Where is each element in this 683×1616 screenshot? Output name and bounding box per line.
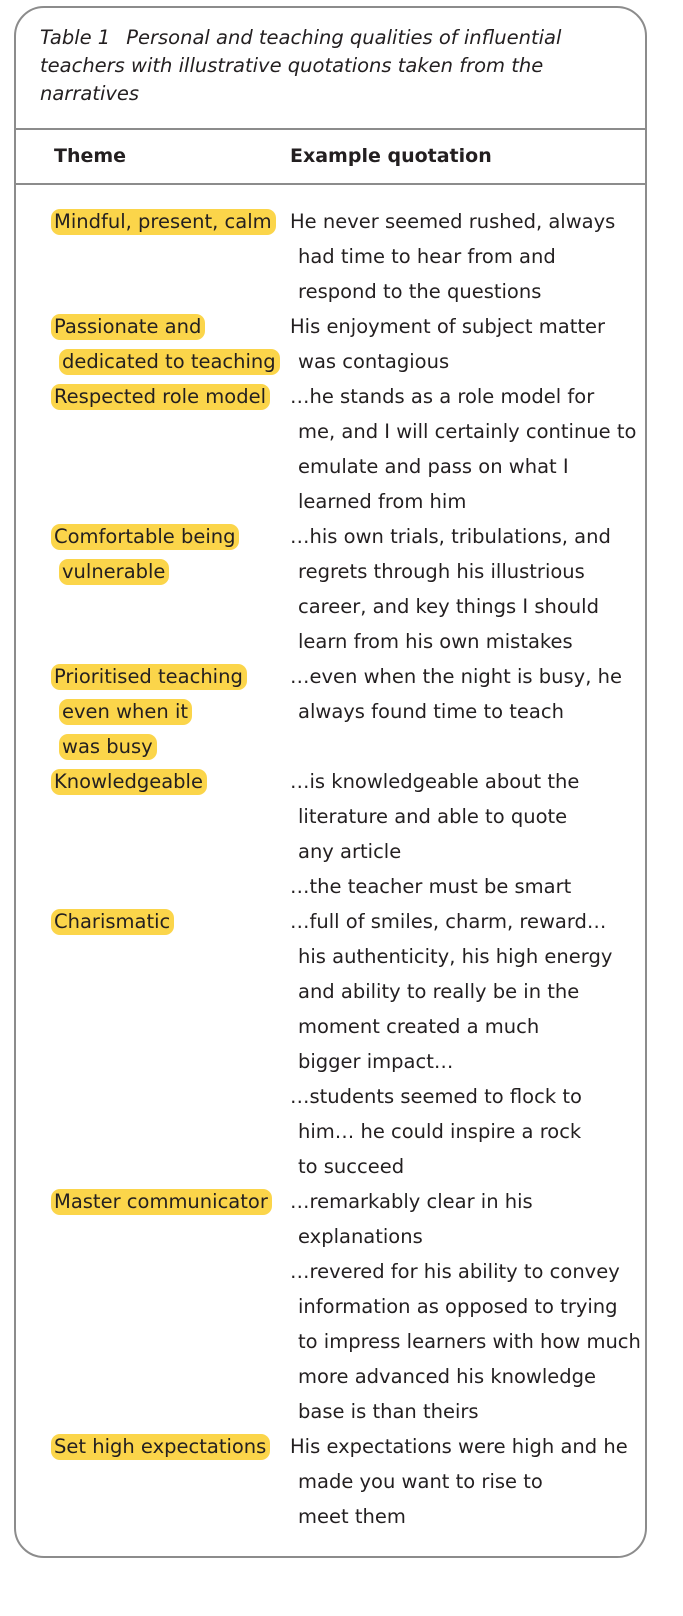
theme-text: vulnerable (59, 559, 169, 585)
quotation-line: His expectations were high and he (290, 1435, 628, 1458)
theme-text: Master communicator (51, 1189, 272, 1215)
quotation-line: …is knowledgeable about the (290, 770, 580, 793)
quotation-cell (290, 309, 650, 379)
quotation-line: learned from him (298, 490, 467, 513)
quotation-line: explanations (298, 1225, 423, 1248)
quotation (290, 1184, 650, 1254)
quotation (290, 1429, 650, 1534)
theme-text: even when it (59, 699, 192, 725)
quotation-line: him… he could inspire a rock (298, 1120, 582, 1143)
quotation-cell (290, 904, 650, 1184)
caption-line-2: teachers with illustrative quotations taken from the narratives (40, 54, 544, 105)
theme-line (54, 694, 284, 729)
quotation-line: more advanced his knowledge (298, 1365, 597, 1388)
theme-text: dedicated to teaching (59, 349, 280, 375)
theme-cell (54, 204, 284, 239)
quotation-cell (290, 379, 650, 519)
column-header-quote: Example quotation (290, 145, 492, 167)
quotation (290, 1079, 650, 1184)
quotation-line: made you want to rise to (298, 1470, 543, 1493)
column-header-theme: Theme (54, 145, 127, 167)
quotation-cell (290, 659, 650, 729)
quotation-line: …students seemed to flock to (290, 1085, 582, 1108)
theme-cell (54, 1184, 284, 1219)
theme-cell (54, 764, 284, 799)
quotation (290, 904, 650, 1079)
theme-line (54, 1184, 284, 1219)
quotation-line: …the teacher must be smart (290, 875, 572, 898)
quotation-cell (290, 519, 650, 659)
theme-cell (54, 1429, 284, 1464)
quotation-line: …remarkably clear in his (290, 1190, 533, 1213)
quotation-line: always found time to teach (298, 700, 564, 723)
quotation (290, 519, 650, 659)
theme-line (54, 344, 284, 379)
quotation-line: bigger impact… (298, 1050, 454, 1073)
theme-cell (54, 659, 284, 764)
quotation-cell (290, 1429, 650, 1534)
caption-line-1: Personal and teaching qualities of influential (126, 26, 562, 49)
theme-text: Set high expectations (51, 1434, 270, 1460)
theme-line (54, 1429, 284, 1464)
quotation-line: …full of smiles, charm, reward… (290, 910, 607, 933)
theme-line (54, 729, 284, 764)
quotation-line: career, and key things I should (298, 595, 599, 618)
theme-text: Charismatic (51, 909, 174, 935)
quotation-line: to succeed (298, 1155, 405, 1178)
quotation-line: …he stands as a role model for (290, 385, 595, 408)
quotation-line: was contagious (298, 350, 450, 373)
table-caption (40, 24, 640, 108)
theme-line (54, 554, 284, 589)
theme-line (54, 904, 284, 939)
quotation (290, 309, 650, 379)
quotation-line: literature and able to quote (298, 805, 568, 828)
theme-line (54, 764, 284, 799)
quotation-line: …revered for his ability to convey (290, 1260, 620, 1283)
quotation-line: moment created a much (298, 1015, 540, 1038)
quotation (290, 204, 650, 309)
quotation-line: and ability to really be in the (298, 980, 580, 1003)
quotation-line: meet them (298, 1505, 406, 1528)
caption-rule (15, 128, 646, 130)
theme-text: Respected role model (51, 384, 270, 410)
quotation-line: His enjoyment of subject matter (290, 315, 605, 338)
quotation-line: information as opposed to trying (298, 1295, 618, 1318)
quotation-cell (290, 1184, 650, 1429)
quotation-cell (290, 204, 650, 309)
theme-line (54, 519, 284, 554)
theme-cell (54, 519, 284, 589)
theme-line (54, 309, 284, 344)
theme-text: Mindful, present, calm (51, 209, 276, 235)
theme-cell (54, 309, 284, 379)
theme-text: Knowledgeable (51, 769, 207, 795)
theme-cell (54, 904, 284, 939)
quotation (290, 764, 650, 869)
quotation-line: his authenticity, his high energy (298, 945, 613, 968)
quotation-line: had time to hear from and (298, 245, 556, 268)
quotation-line: …even when the night is busy, he (290, 665, 622, 688)
theme-text: Prioritised teaching (51, 664, 247, 690)
quotation-line: emulate and pass on what I (298, 455, 569, 478)
theme-line (54, 204, 284, 239)
quotation (290, 1254, 650, 1429)
quotation-line: any article (298, 840, 402, 863)
quotation-line: He never seemed rushed, always (290, 210, 616, 233)
quotation (290, 379, 650, 519)
quotation-line: regrets through his illustrious (298, 560, 585, 583)
table-label: Table 1 (40, 26, 111, 49)
theme-text: Comfortable being (51, 524, 239, 550)
quotation-line: …his own trials, tribulations, and (290, 525, 611, 548)
theme-line (54, 659, 284, 694)
quotation-line: respond to the questions (298, 280, 542, 303)
quotation-line: to impress learners with how much (298, 1330, 641, 1353)
theme-cell (54, 379, 284, 414)
header-rule (15, 183, 646, 185)
quotation-line: base is than theirs (298, 1400, 479, 1423)
theme-text: was busy (59, 734, 157, 760)
quotation-cell (290, 764, 650, 904)
quotation-line: learn from his own mistakes (298, 630, 573, 653)
quotation (290, 869, 650, 904)
quotation (290, 659, 650, 729)
quotation-line: me, and I will certainly continue to (298, 420, 637, 443)
theme-line (54, 379, 284, 414)
theme-text: Passionate and (51, 314, 205, 340)
